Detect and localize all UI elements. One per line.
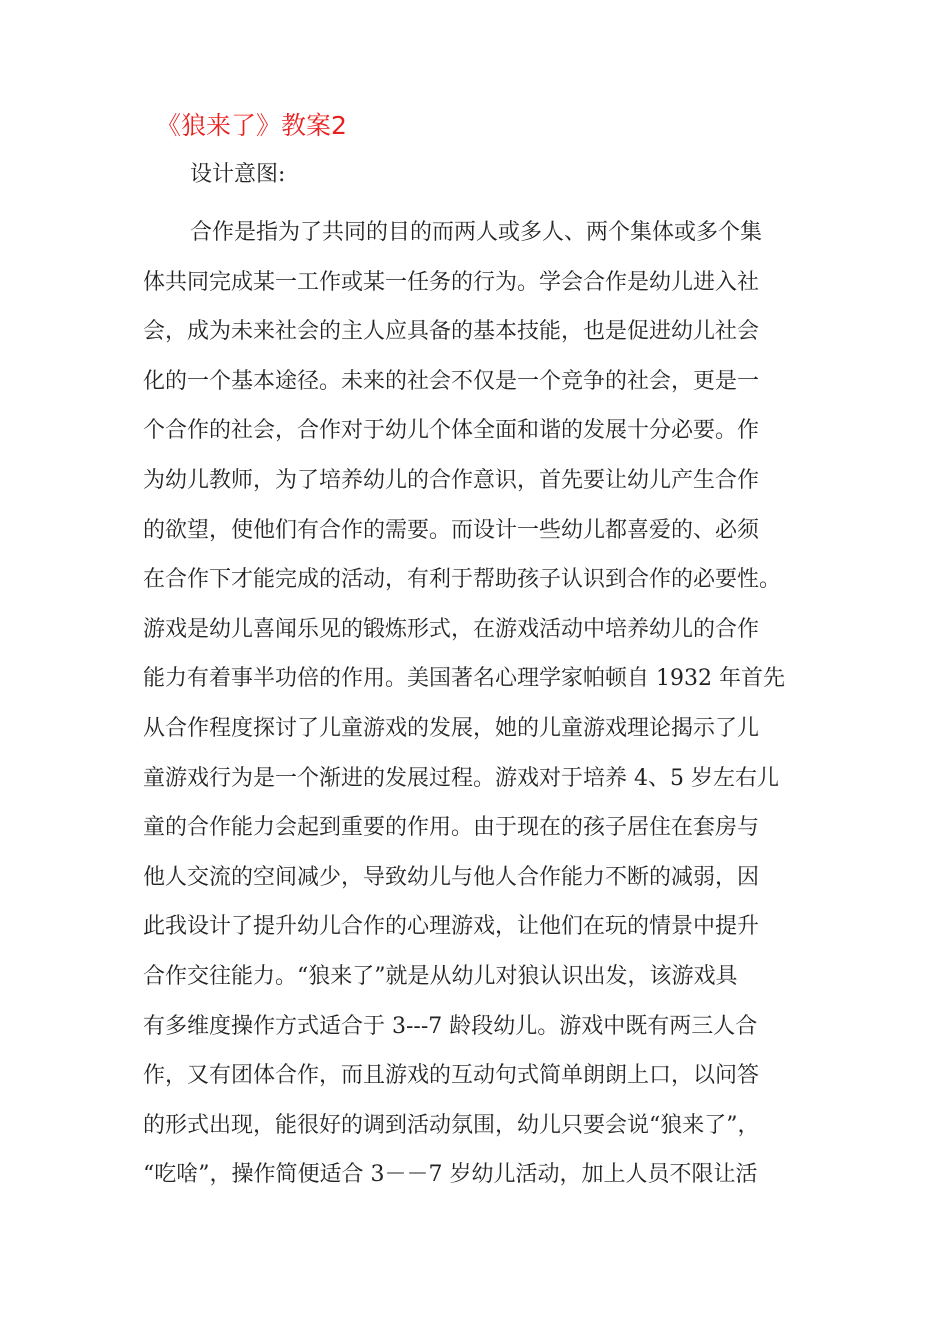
paragraph-line: 在合作下才能完成的活动，有利于帮助孩子认识到合作的必要性。: [143, 567, 782, 593]
paragraph-line: 他人交流的空间减少，导致幼儿与他人合作能力不断的减弱，因: [143, 864, 760, 890]
document-title: 《狼来了》教案2: [156, 111, 347, 140]
paragraph-line: 化的一个基本途径。未来的社会不仅是一个竞争的社会，更是一: [143, 368, 760, 394]
paragraph-line: 体共同完成某一工作或某一任务的行为。学会合作是幼儿进入社: [143, 269, 760, 295]
paragraph-line: 从合作程度探讨了儿童游戏的发展，她的儿童游戏理论揭示了儿: [143, 715, 760, 741]
section-heading: 设计意图:: [190, 162, 286, 187]
paragraph-line: 会，成为未来社会的主人应具备的基本技能，也是促进幼儿社会: [143, 319, 760, 345]
paragraph-line: 为幼儿教师，为了培养幼儿的合作意识，首先要让幼儿产生合作: [143, 467, 760, 493]
paragraph-line: 游戏是幼儿喜闻乐见的锻炼形式，在游戏活动中培养幼儿的合作: [143, 616, 760, 642]
paragraph-line: 合作交往能力。“狼来了”就是从幼儿对狼认识出发，该游戏具: [143, 963, 738, 989]
paragraph-line: 个合作的社会，合作对于幼儿个体全面和谐的发展十分必要。作: [143, 418, 760, 444]
paragraph-line: 合作是指为了共同的目的而两人或多人、两个集体或多个集: [190, 220, 763, 245]
paragraph-line: 此我设计了提升幼儿合作的心理游戏，让他们在玩的情景中提升: [143, 914, 760, 940]
paragraph-line: 作，又有团体合作，而且游戏的互动句式简单朗朗上口，以问答: [143, 1063, 760, 1089]
paragraph-line: 童游戏行为是一个渐进的发展过程。游戏对于培养 4、5 岁左右儿: [143, 765, 779, 791]
paragraph-line: 的形式出现，能很好的调到活动氛围，幼儿只要会说“狼来了”，: [143, 1112, 760, 1138]
paragraph-line: “吃啥”，操作简便适合 3－－7 岁幼儿活动，加上人员不限让活: [143, 1162, 758, 1188]
paragraph-line: 有多维度操作方式适合于 3---7 龄段幼儿。游戏中既有两三人合: [143, 1013, 758, 1039]
body-paragraph: [143, 217, 843, 1209]
paragraph-line: 童的合作能力会起到重要的作用。由于现在的孩子居住在套房与: [143, 815, 760, 841]
paragraph-line: 能力有着事半功倍的作用。美国著名心理学家帕顿自 1932 年首先: [143, 666, 785, 692]
paragraph-line: 的欲望，使他们有合作的需要。而设计一些幼儿都喜爱的、必须: [143, 517, 760, 543]
